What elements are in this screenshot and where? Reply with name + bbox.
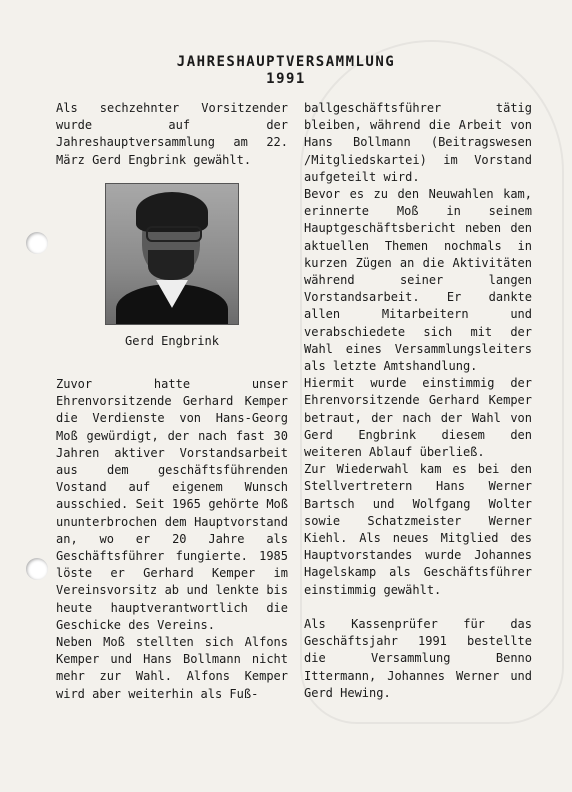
portrait-photo bbox=[105, 183, 239, 325]
body-paragraph: Zur Wiederwahl kam es bei den Stellvertretern Hans Werner Bartsch und Wolfgang Wolter sowie Schatzmeister Werner Kiehl. Als neues Mitglied des Hauptvorstandes wurde Johannes Hagelskamp als Geschäftsführer einstimmig gewählt. bbox=[304, 462, 532, 597]
intro-paragraph: Als sechzehnter Vorsitzender wurde auf der Jahreshauptversammlung am 22. März Gerd Engbrink gewählt. bbox=[56, 101, 288, 167]
punch-hole bbox=[26, 558, 48, 580]
body-paragraph: Zuvor hatte unser Ehrenvorsitzende Gerhard Kemper die Verdienste von Hans-Georg Moß gewürdigt, der nach fast 30 Jahren aktiver Vorstandsarbeit aus dem geschäftsführenden Vostand auf eigenem Wunsch ausschied. Seit 1965 gehörte Moß ununterbrochen dem Hauptvorstand an, wo er 20 Jahre als Geschäftsführer fungierte. 1985 löste er Gerhard Kemper im Vereinsvorsitz ab und lenkte bis heute hauptverantwortlich die Geschicke des Vereins. bbox=[56, 377, 288, 632]
body-paragraph: Hiermit wurde einstimmig der Ehrenvorsitzende Gerhard Kemper betraut, der nach der Wahl von Gerd Engbrink diesem den weiteren Ablauf überließ. bbox=[304, 376, 532, 460]
page-title bbox=[40, 54, 532, 88]
body-paragraph: Bevor es zu den Neuwahlen kam, erinnerte Moß in seinem Hauptgeschäftsbericht neben den aktuellen Themen nochmals in kurzen Zügen an die Aktivitäten während seiner langen Vorstandsarbeit. Er dankte allen Mitarbeitern und verabschiedete sich mit der Wahl eines Versammlungsleiters als letzte Amtshandlung. bbox=[304, 187, 532, 374]
title-line-2: 1991 bbox=[266, 71, 306, 87]
body-paragraph: ballgeschäftsführer tätig bleiben, während die Arbeit von Hans Bollmann (Beitragswesen /Mitgliedskartei) im Vorstand aufgeteilt wird. bbox=[304, 101, 532, 184]
left-column bbox=[56, 100, 288, 703]
body-paragraph: Als Kassenprüfer für das Geschäftsjahr 1991 bestellte die Versammlung Benno Ittermann, Johannes Werner und Gerd Hewing. bbox=[304, 616, 532, 700]
title-line-1: JAHRESHAUPTVERSAMMLUNG bbox=[176, 54, 396, 70]
right-column bbox=[304, 100, 532, 702]
photo-caption: Gerd Engbrink bbox=[125, 333, 219, 348]
punch-hole bbox=[26, 232, 48, 254]
body-paragraph: Neben Moß stellten sich Alfons Kemper und Hans Bollmann nicht mehr zur Wahl. Alfons Kemper wird aber weiterhin als Fuß- bbox=[56, 635, 288, 701]
